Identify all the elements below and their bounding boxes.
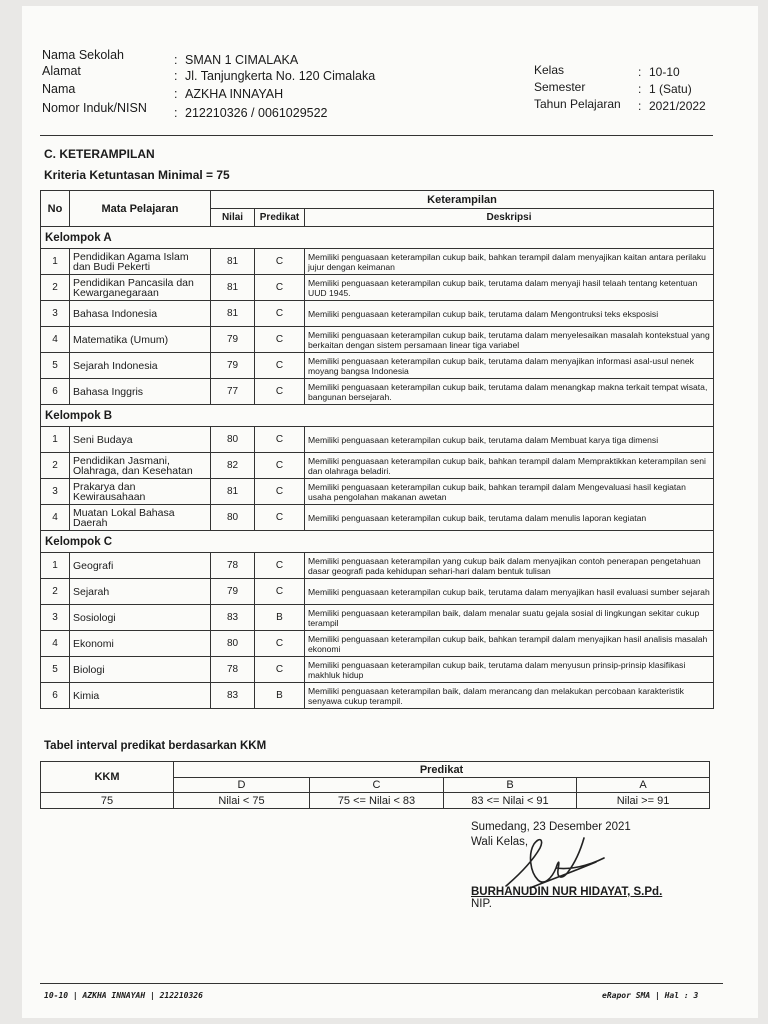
- interval-range: 83 <= Nilai < 91: [444, 793, 577, 809]
- row-subject: Pendidikan Jasmani, Olahraga, dan Kesehatan: [70, 453, 211, 479]
- row-description: Memiliki penguasaan keterampilan baik, dalam merancang dan melakukan percobaan karakteristik senyawa cukup terampil.: [305, 683, 714, 709]
- row-description: Memiliki penguasaan keterampilan cukup baik, terutama dalam menyaji hasil telaah tentang ketentuan UUD 1945.: [305, 275, 714, 301]
- signer-nip: NIP.: [471, 898, 492, 910]
- row-no: 1: [41, 553, 70, 579]
- row-subject: Seni Budaya: [70, 427, 211, 453]
- row-predikat: C: [255, 327, 305, 353]
- row-no: 5: [41, 353, 70, 379]
- row-description: Memiliki penguasaan keterampilan cukup baik, bahkan terampil dalam menyajikan kaitan antara perilaku jujur dengan keimanan: [305, 249, 714, 275]
- row-subject: Pendidikan Agama Islam dan Budi Pekerti: [70, 249, 211, 275]
- identity-value: SMAN 1 CIMALAKA: [185, 53, 299, 67]
- interval-letter: C: [310, 778, 444, 793]
- interval-range: Nilai < 75: [174, 793, 310, 809]
- interval-predikat-header: Predikat: [174, 762, 710, 778]
- col-skills-group: Keterampilan: [211, 191, 714, 209]
- row-subject: Ekonomi: [70, 631, 211, 657]
- row-predikat: C: [255, 379, 305, 405]
- col-no: No: [41, 191, 70, 227]
- row-no: 4: [41, 327, 70, 353]
- interval-range: Nilai >= 91: [577, 793, 710, 809]
- row-nilai: 82: [211, 453, 255, 479]
- row-subject: Sejarah Indonesia: [70, 353, 211, 379]
- table-row: [41, 605, 714, 631]
- row-no: 1: [41, 427, 70, 453]
- row-predikat: C: [255, 453, 305, 479]
- class-value: 10-10: [649, 65, 680, 79]
- skills-table: [40, 190, 714, 709]
- class-value: 1 (Satu): [649, 82, 692, 96]
- row-predikat: C: [255, 657, 305, 683]
- row-no: 4: [41, 505, 70, 531]
- identity-value: AZKHA INNAYAH: [185, 87, 284, 101]
- table-row: [41, 327, 714, 353]
- header-divider: [40, 135, 713, 136]
- identity-label: Nama Sekolah: [42, 48, 124, 62]
- row-predikat: C: [255, 631, 305, 657]
- row-description: Memiliki penguasaan keterampilan cukup baik, terutama dalam menulis laporan kegiatan: [305, 505, 714, 531]
- row-nilai: 79: [211, 353, 255, 379]
- identity-colon: :: [174, 69, 178, 83]
- row-no: 2: [41, 453, 70, 479]
- row-predikat: C: [255, 427, 305, 453]
- interval-range: 75 <= Nilai < 83: [310, 793, 444, 809]
- table-row: [41, 353, 714, 379]
- row-nilai: 81: [211, 275, 255, 301]
- row-description: Memiliki penguasaan keterampilan cukup baik, terutama dalam menyajikan hasil evaluasi sumber sejarah: [305, 579, 714, 605]
- group-name: Kelompok C: [41, 531, 714, 553]
- row-description: Memiliki penguasaan keterampilan yang cukup baik dalam menyajikan contoh penerapan pengetahuan dasar geografi pada kehidupan sehari-hari dalam bentuk tulisan: [305, 553, 714, 579]
- row-description: Memiliki penguasaan keterampilan cukup baik, bahkan terampil dalam Mengevaluasi hasil kegiatan usaha pengolahan makanan awetan: [305, 479, 714, 505]
- group-row: [41, 531, 714, 553]
- identity-label: Nama: [42, 82, 76, 96]
- interval-kkm-value: 75: [41, 793, 174, 809]
- group-row: [41, 405, 714, 427]
- row-predikat: C: [255, 275, 305, 301]
- identity-value: Jl. Tanjungkerta No. 120 Cimalaka: [185, 69, 376, 83]
- class-label: Kelas: [534, 63, 565, 77]
- row-subject: Sosiologi: [70, 605, 211, 631]
- table-row: [41, 301, 714, 327]
- row-description: Memiliki penguasaan keterampilan cukup baik, terutama dalam Membuat karya tiga dimensi: [305, 427, 714, 453]
- row-nilai: 78: [211, 553, 255, 579]
- row-subject: Matematika (Umum): [70, 327, 211, 353]
- col-predikat: Predikat: [255, 209, 305, 227]
- class-label: Semester: [534, 80, 586, 94]
- row-nilai: 83: [211, 683, 255, 709]
- col-nilai: Nilai: [211, 209, 255, 227]
- table-row: [41, 657, 714, 683]
- class-label: Tahun Pelajaran: [534, 97, 621, 111]
- footer-left: 10-10 | AZKHA INNAYAH | 212210326: [44, 991, 203, 1000]
- class-colon: :: [638, 99, 642, 113]
- row-no: 6: [41, 683, 70, 709]
- interval-letter: D: [174, 778, 310, 793]
- table-row: [41, 631, 714, 657]
- class-colon: :: [638, 65, 642, 79]
- identity-colon: :: [174, 106, 178, 120]
- footer-divider: [40, 983, 723, 984]
- table-row: [41, 427, 714, 453]
- row-description: Memiliki penguasaan keterampilan baik, dalam menalar suatu gejala sosial di lingkungan sekitar cukup terampil: [305, 605, 714, 631]
- row-subject: Bahasa Inggris: [70, 379, 211, 405]
- footer-right: eRapor SMA | Hal : 3: [602, 991, 699, 1000]
- row-subject: Bahasa Indonesia: [70, 301, 211, 327]
- row-nilai: 80: [211, 427, 255, 453]
- interval-letter: A: [577, 778, 710, 793]
- row-description: Memiliki penguasaan keterampilan cukup baik, bahkan terampil dalam menyajikan hasil analisis masalah ekonomi: [305, 631, 714, 657]
- row-description: Memiliki penguasaan keterampilan cukup baik, terutama dalam menyusun prinsip-prinsip klasifikasi makhluk hidup: [305, 657, 714, 683]
- row-nilai: 80: [211, 631, 255, 657]
- row-predikat: C: [255, 579, 305, 605]
- interval-title: Tabel interval predikat berdasarkan KKM: [44, 740, 267, 752]
- table-row: [41, 479, 714, 505]
- class-colon: :: [638, 82, 642, 96]
- kkm-criteria: Kriteria Ketuntasan Minimal = 75: [44, 168, 230, 182]
- row-no: 4: [41, 631, 70, 657]
- row-description: Memiliki penguasaan keterampilan cukup baik, terutama dalam Mengontruksi teks eksposisi: [305, 301, 714, 327]
- row-nilai: 80: [211, 505, 255, 531]
- row-description: Memiliki penguasaan keterampilan cukup baik, bahkan terampil dalam Mempraktikkan keterampilan seni dan olahraga beladiri.: [305, 453, 714, 479]
- group-name: Kelompok A: [41, 227, 714, 249]
- row-subject: Sejarah: [70, 579, 211, 605]
- identity-label: Alamat: [42, 64, 81, 78]
- table-row: [41, 275, 714, 301]
- interval-kkm-header: KKM: [41, 762, 174, 793]
- row-no: 3: [41, 301, 70, 327]
- interval-letter: B: [444, 778, 577, 793]
- identity-label: Nomor Induk/NISN: [42, 101, 147, 115]
- table-row: [41, 505, 714, 531]
- row-subject: Geografi: [70, 553, 211, 579]
- interval-table: [40, 761, 710, 809]
- signature-place-date: Sumedang, 23 Desember 2021: [471, 821, 631, 833]
- row-no: 1: [41, 249, 70, 275]
- row-nilai: 81: [211, 249, 255, 275]
- row-subject: Kimia: [70, 683, 211, 709]
- row-predikat: C: [255, 505, 305, 531]
- row-nilai: 79: [211, 327, 255, 353]
- table-row: [41, 553, 714, 579]
- row-subject: Muatan Lokal Bahasa Daerah: [70, 505, 211, 531]
- row-no: 3: [41, 605, 70, 631]
- class-value: 2021/2022: [649, 99, 706, 113]
- row-description: Memiliki penguasaan keterampilan cukup baik, terutama dalam menyajikan informasi asal-usul nenek moyang bangsa Indonesia: [305, 353, 714, 379]
- row-no: 5: [41, 657, 70, 683]
- row-nilai: 78: [211, 657, 255, 683]
- table-row: [41, 579, 714, 605]
- row-predikat: B: [255, 605, 305, 631]
- row-nilai: 83: [211, 605, 255, 631]
- row-predikat: C: [255, 301, 305, 327]
- row-no: 3: [41, 479, 70, 505]
- group-row: [41, 227, 714, 249]
- row-predikat: C: [255, 249, 305, 275]
- col-subject: Mata Pelajaran: [70, 191, 211, 227]
- signer-name: BURHANUDIN NUR HIDAYAT, S.Pd.: [471, 886, 663, 898]
- row-subject: Prakarya dan Kewirausahaan: [70, 479, 211, 505]
- col-deskripsi: Deskripsi: [305, 209, 714, 227]
- identity-colon: :: [174, 87, 178, 101]
- row-description: Memiliki penguasaan keterampilan cukup baik, terutama dalam menyelesaikan masalah kontekstual yang berkaitan dengan sistem persamaan linear tiga variabel: [305, 327, 714, 353]
- identity-value: 212210326 / 0061029522: [185, 106, 328, 120]
- signature-role: Wali Kelas,: [471, 836, 529, 848]
- row-nilai: 81: [211, 301, 255, 327]
- row-predikat: B: [255, 683, 305, 709]
- row-no: 2: [41, 275, 70, 301]
- row-subject: Pendidikan Pancasila dan Kewarganegaraan: [70, 275, 211, 301]
- row-predikat: C: [255, 553, 305, 579]
- table-row: [41, 683, 714, 709]
- table-row: [41, 379, 714, 405]
- row-subject: Biologi: [70, 657, 211, 683]
- identity-colon: :: [174, 53, 178, 67]
- row-predikat: C: [255, 479, 305, 505]
- row-predikat: C: [255, 353, 305, 379]
- section-title: C. KETERAMPILAN: [44, 147, 155, 161]
- group-name: Kelompok B: [41, 405, 714, 427]
- row-no: 6: [41, 379, 70, 405]
- row-nilai: 79: [211, 579, 255, 605]
- row-nilai: 77: [211, 379, 255, 405]
- row-nilai: 81: [211, 479, 255, 505]
- row-no: 2: [41, 579, 70, 605]
- table-row: [41, 453, 714, 479]
- table-row: [41, 249, 714, 275]
- row-description: Memiliki penguasaan keterampilan cukup baik, terutama dalam menangkap makna terkait tempat wisata, bangunan bersejarah.: [305, 379, 714, 405]
